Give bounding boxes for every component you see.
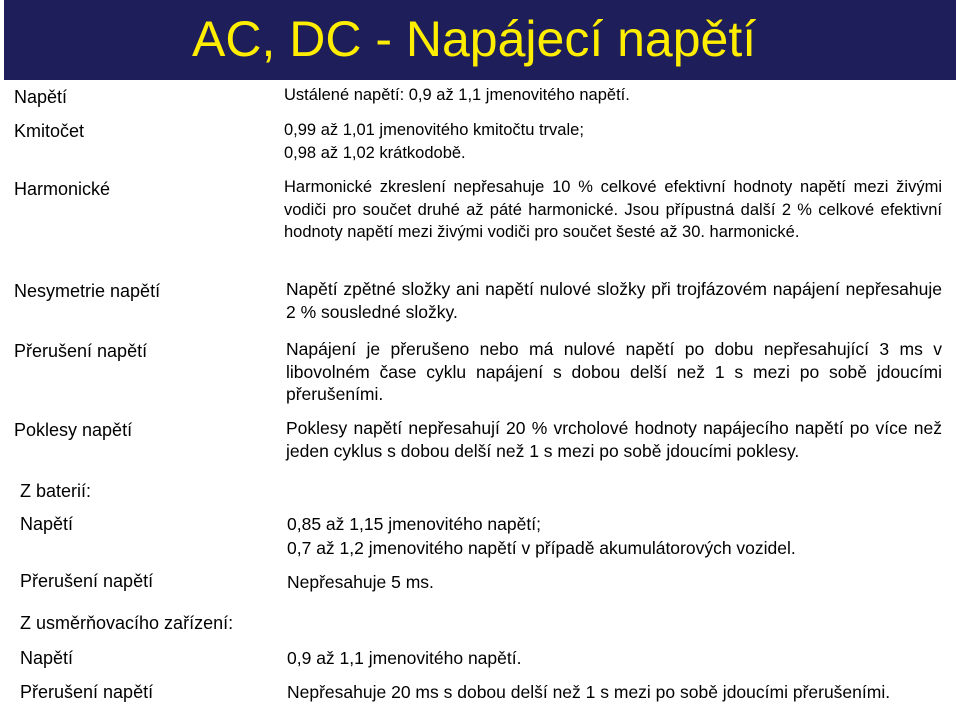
value-voltage: Ustálené napětí: 0,9 až 1,1 jmenovitého napětí. <box>284 86 630 104</box>
section-rectifier-heading: Z usměrňovacího zařízení: <box>20 613 234 633</box>
slide-title: AC, DC - Napájecí napětí <box>192 11 757 67</box>
rectifier-label-interruption: Přerušení napětí <box>20 682 154 702</box>
battery-value-interruption: Nepřesahuje 5 ms. <box>287 572 434 592</box>
rectifier-label-voltage: Napětí <box>20 648 74 668</box>
value-dips: Poklesy napětí nepřesahují 20 % vrcholové hodnoty napájecího napětí po více než jeden cyklus s dobou delší než 1 s mezi po sobě jdoucími poklesy. <box>286 418 942 461</box>
value-harmonics: Harmonické zkreslení nepřesahuje 10 % celkové efektivní hodnoty napětí mezi živými vodiči pro součet druhé až páté harmonické. Jsou přípustná další 2 % celkové efektivní hodnoty napětí mezi živými vodiči pro součet šesté až 30. harmonické. <box>284 178 942 241</box>
title-bar <box>4 0 956 80</box>
label-harmonics: Harmonické <box>14 179 111 199</box>
battery-label-voltage: Napětí <box>20 514 74 534</box>
label-asymmetry: Nesymetrie napětí <box>14 281 161 301</box>
label-frequency: Kmitočet <box>14 121 85 141</box>
value-frequency: 0,99 až 1,01 jmenovitého kmitočtu trvale; 0,98 až 1,02 krátkodobě. <box>284 121 584 162</box>
rectifier-value-interruption: Nepřesahuje 20 ms s dobou delší než 1 s mezi po sobě jdoucími přerušeními. <box>287 682 891 702</box>
label-voltage: Napětí <box>14 87 68 107</box>
value-interruption: Napájení je přerušeno nebo má nulové napětí po dobu nepřesahující 3 ms v libovolném čase cyklu napájení s dobou delší než 1 s mezi po sobě jdoucími přerušeními. <box>286 339 942 404</box>
rectifier-value-voltage: 0,9 až 1,1 jmenovitého napětí. <box>287 648 522 668</box>
label-interruption: Přerušení napětí <box>14 341 148 361</box>
section-battery-heading: Z baterií: <box>20 481 92 501</box>
label-dips: Poklesy napětí <box>14 420 133 440</box>
value-asymmetry: Napětí zpětné složky ani napětí nulové složky při trojfázovém napájení nepřesahuje 2 % sousledné složky. <box>286 279 942 322</box>
battery-value-voltage: 0,85 až 1,15 jmenovitého napětí; 0,7 až 1,2 jmenovitého napětí v případě akumulátorových vozidel. <box>287 514 796 558</box>
battery-label-interruption: Přerušení napětí <box>20 571 154 591</box>
